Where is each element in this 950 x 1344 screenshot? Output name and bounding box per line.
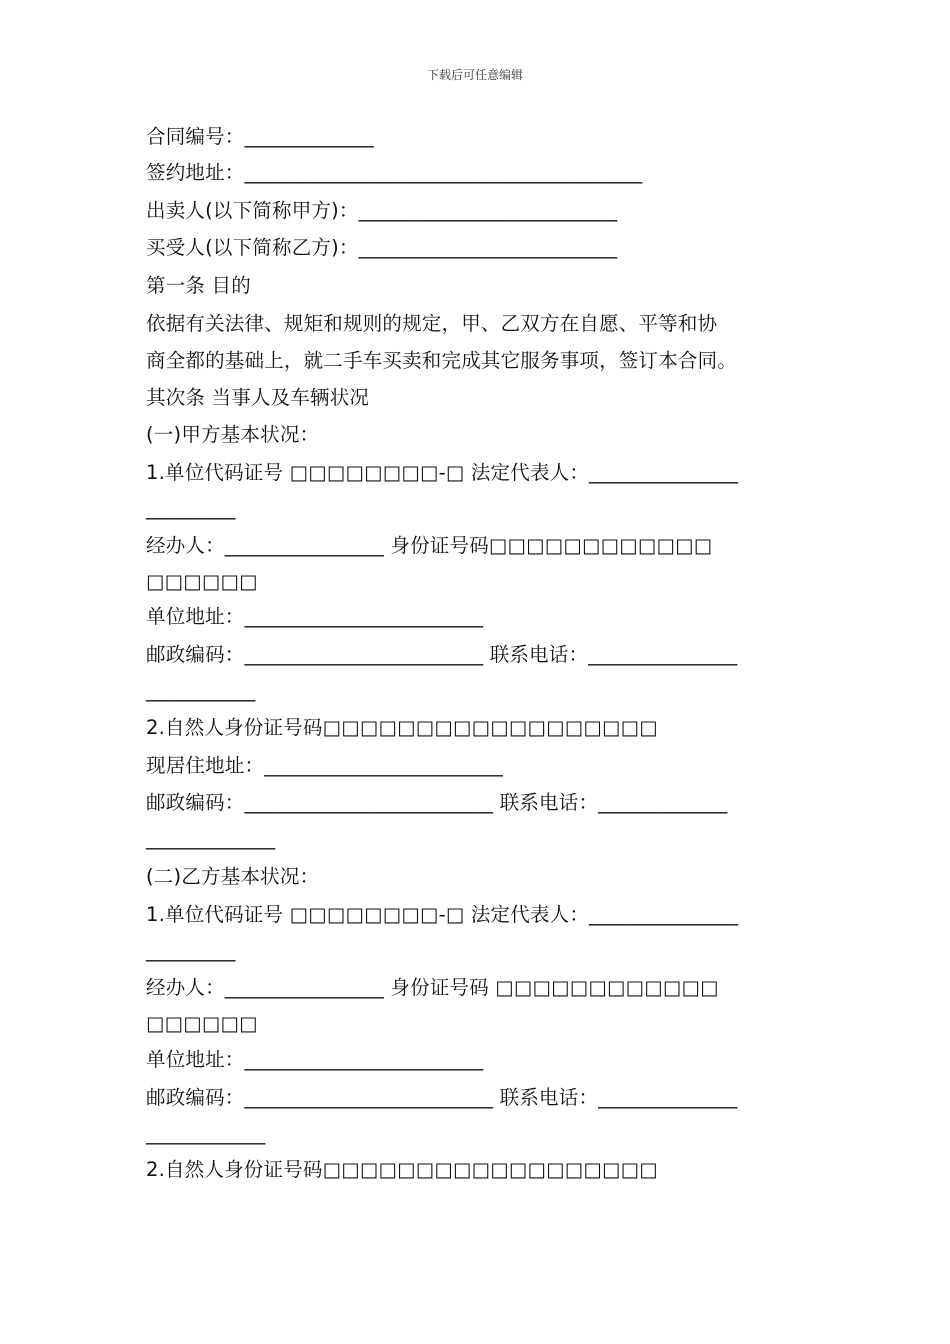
party-b-org-code-continuation: _________: [146, 939, 236, 962]
seller-line: 出卖人(以下简称甲方)：__________________________: [146, 199, 618, 222]
article-one-heading: 第一条 目的: [146, 274, 251, 297]
article-two-heading: 其次条 当事人及车辆状况: [146, 386, 370, 409]
party-a-phone-continuation-2: _____________: [146, 827, 276, 850]
party-a-heading: (一)甲方基本状况：: [146, 423, 320, 446]
buyer-line: 买受人(以下简称乙方)：__________________________: [146, 236, 618, 259]
party-a-address-line: 单位地址：________________________: [146, 605, 484, 628]
contract-number-line: 合同编号：_____________: [146, 125, 374, 148]
party-b-postal-line: 邮政编码：_________________________ 联系电话：______________: [146, 1086, 738, 1109]
party-a-natural-person-id-line: 2.自然人身份证号码□□□□□□□□□□□□□□□□□□: [146, 716, 658, 739]
party-a-org-code-continuation: _________: [146, 497, 236, 520]
party-a-id-continuation: □□□□□□: [146, 570, 258, 593]
party-a-org-code-line: 1.单位代码证号 □□□□□□□□-□ 法定代表人：_______________: [146, 461, 739, 484]
party-b-id-continuation: □□□□□□: [146, 1012, 258, 1035]
paragraph-line-2: 商全都的基础上，就二手车买卖和完成其它服务事项，签订本合同。: [146, 349, 738, 372]
party-a-phone-continuation: ___________: [146, 679, 256, 702]
party-b-agent-line: 经办人：________________ 身份证号码 □□□□□□□□□□□□: [146, 976, 719, 999]
party-a-agent-line: 经办人：________________ 身份证号码□□□□□□□□□□□□: [146, 534, 713, 557]
party-b-phone-continuation: ____________: [146, 1122, 266, 1145]
party-b-org-code-line: 1.单位代码证号 □□□□□□□□-□ 法定代表人：_______________: [146, 903, 739, 926]
page-header: 下载后可任意编辑: [426, 68, 523, 82]
signing-address-line: 签约地址：________________________________________: [146, 161, 643, 184]
party-a-postal-line-2: 邮政编码：_________________________ 联系电话：_____________: [146, 791, 728, 814]
party-b-address-line: 单位地址：________________________: [146, 1048, 484, 1071]
party-a-postal-line: 邮政编码：________________________ 联系电话：_______________: [146, 643, 738, 666]
party-a-residence-line: 现居住地址：________________________: [146, 754, 503, 777]
paragraph-line-1: 依据有关法律、规矩和规则的规定，甲、乙双方在自愿、平等和协: [146, 312, 718, 335]
party-b-heading: (二)乙方基本状况：: [146, 865, 320, 888]
party-b-natural-person-id-line: 2.自然人身份证号码□□□□□□□□□□□□□□□□□□: [146, 1158, 658, 1181]
